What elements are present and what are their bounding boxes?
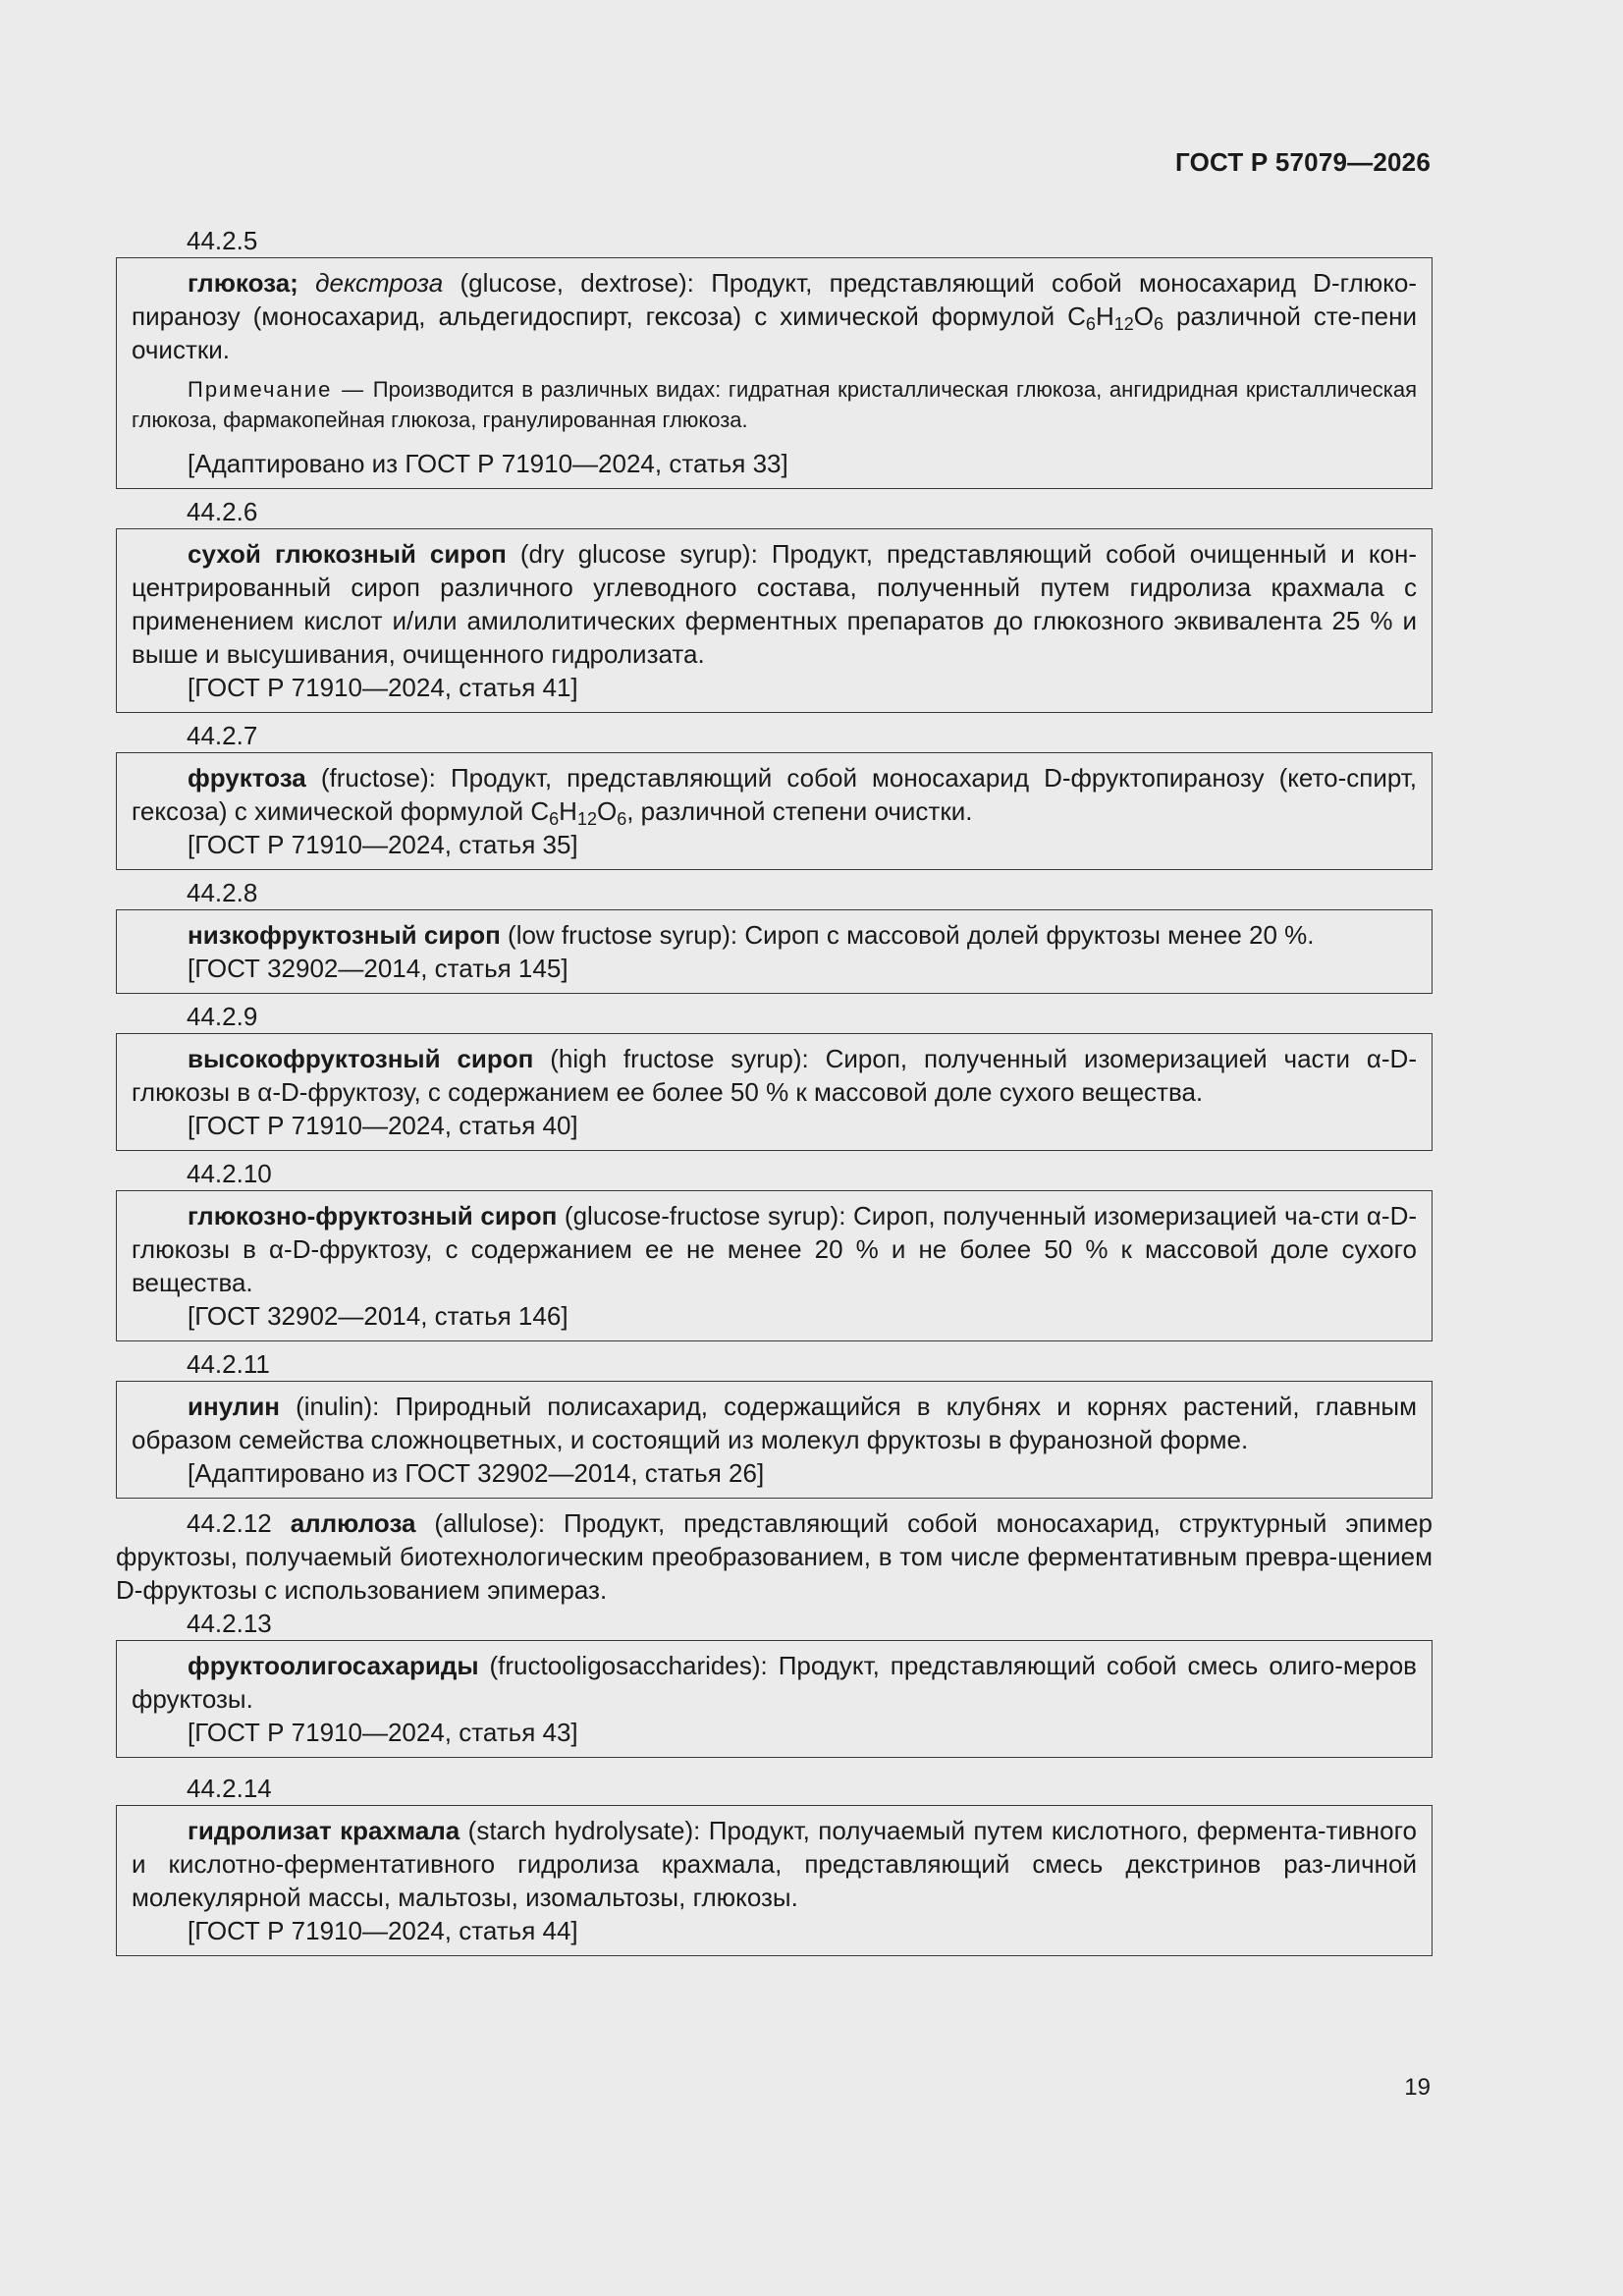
term-definition: глюкоза; декстроза (glucose, dextrose): Продукт, представляющий собой моносахарид D-глюко-пиранозу (моносахарид, альдегидоспирт, гексоза) с химической формулой $C_6H_{12}O_6$ различной сте-пени очистки. <box>132 268 1417 364</box>
terms-section <box>116 224 1433 1956</box>
term-entry-box <box>116 1033 1433 1151</box>
term-reference: [ГОСТ 32902—2014, статья 146] <box>188 1301 568 1331</box>
term-synonym: декстроза <box>315 268 444 298</box>
term-reference: [ГОСТ Р 71910—2024, статья 40] <box>188 1111 578 1140</box>
term-reference: [Адаптировано из ГОСТ Р 71910—2024, статья 33] <box>188 449 788 478</box>
term-name: высокофруктозный сироп <box>188 1044 534 1073</box>
term-reference: [ГОСТ Р 71910—2024, статья 44] <box>188 1916 578 1945</box>
term-name: глюкозно-фруктозный сироп <box>188 1201 558 1230</box>
entry-number: 44.2.11 <box>187 1349 270 1379</box>
page-number: 19 <box>1404 2074 1431 2101</box>
term-entry-box <box>116 1805 1433 1956</box>
term-definition: сухой глюкозный сироп (dry glucose syrup): Продукт, представляющий собой очищенный и кон-центрированный сироп различного углеводного состава, полученный путем гидролиза крахмала с применением кислот и/или амилолитических ферментных препаратов до глюкозного эквивалента 25 % и выше и высушивания, очищенного гидролизата. <box>132 539 1418 669</box>
term-reference: [ГОСТ Р 71910—2024, статья 35] <box>188 830 578 859</box>
term-definition: фруктоолигосахариды (fructooligosaccharides): Продукт, представляющий собой смесь олиго-меров фруктозы. <box>132 1651 1417 1714</box>
entry-number: 44.2.13 <box>187 1609 272 1638</box>
term-entry-box <box>116 528 1433 713</box>
term-entry-box <box>116 752 1433 870</box>
term-definition: фруктоза (fructose): Продукт, представляющий собой моносахарид D-фруктопиранозу (кето-спирт, гексоза) с химической формулой $C_6H_{12}O_6$, различной степени очистки. <box>132 763 1417 829</box>
term-reference: [ГОСТ Р 71910—2024, статья 41] <box>188 673 578 702</box>
entry-number: 44.2.5 <box>187 226 258 255</box>
term-definition: высокофруктозный сироп (high fructose syrup): Сироп, полученный изомеризацией части α-D-глюкозы в α-D-фруктозу, с содержанием ее более 50 % к массовой доле сухого вещества. <box>132 1044 1417 1107</box>
term-definition: гидролизат крахмала (starch hydrolysate): Продукт, получаемый путем кислотного, фермента-тивного и кислотно-ферментативного гидролиза крахмала, представляющий смесь декстринов раз-личной молекулярной массы, мальтозы, изомальтозы, глюкозы. <box>132 1816 1417 1912</box>
term-name: фруктоолигосахариды <box>188 1651 479 1680</box>
entry-number: 44.2.6 <box>187 497 258 526</box>
entry-number: 44.2.9 <box>187 1002 258 1031</box>
term-definition: глюкозно-фруктозный сироп (glucose-fructose syrup): Сироп, полученный изомеризацией ча-сти α-D-глюкозы в α-D-фруктозу, с содержанием ее не менее 20 % и не более 50 % к массовой доле сухого вещества. <box>132 1201 1418 1297</box>
term-reference: [Адаптировано из ГОСТ 32902—2014, статья 26] <box>188 1458 765 1488</box>
term-entry-box <box>116 909 1433 994</box>
term-entry-box <box>116 1190 1433 1341</box>
term-entry-plain: 44.2.12 аллюлоза (allulose): Продукт, представляющий собой моносахарид, структурный эпимер фруктозы, получаемый биотехнологическим преобразованием, в том числе ферментативным превра-щением D-фруктозы с использованием эпимераз. <box>116 1508 1434 1605</box>
term-name: инулин <box>188 1392 281 1421</box>
term-reference: [ГОСТ Р 71910—2024, статья 43] <box>188 1718 578 1747</box>
term-entry-box <box>116 257 1433 489</box>
term-name: низкофруктозный сироп <box>188 920 501 950</box>
term-name: фруктоза <box>188 763 306 793</box>
term-name: аллюлоза <box>290 1508 416 1538</box>
document-id-header: ГОСТ Р 57079—2026 <box>1175 147 1431 177</box>
entry-number: 44.2.12 <box>187 1508 272 1538</box>
entry-number: 44.2.10 <box>187 1159 272 1188</box>
term-entry-box <box>116 1640 1433 1758</box>
term-note: Примечание — Производится в различных видах: гидратная кристаллическая глюкоза, ангидридная кристаллическая глюкоза, фармакопейная глюкоза, гранулированная глюкоза. <box>132 377 1417 432</box>
entry-number: 44.2.14 <box>187 1774 272 1803</box>
term-definition: низкофруктозный сироп (low fructose syrup): Сироп с массовой долей фруктозы менее 20 %. <box>188 920 1315 950</box>
entry-number: 44.2.8 <box>187 878 258 907</box>
entry-number: 44.2.7 <box>187 721 258 750</box>
term-name: гидролизат крахмала <box>188 1816 460 1845</box>
term-name: сухой глюкозный сироп <box>188 539 507 569</box>
term-entry-box <box>116 1381 1433 1499</box>
term-name: глюкоза; <box>188 268 298 298</box>
term-reference: [ГОСТ 32902—2014, статья 145] <box>188 954 568 983</box>
term-definition: инулин (inulin): Природный полисахарид, содержащийся в клубнях и корнях растений, главным образом семейства сложноцветных, и состоящий из молекул фруктозы в фуранозной форме. <box>132 1392 1417 1454</box>
